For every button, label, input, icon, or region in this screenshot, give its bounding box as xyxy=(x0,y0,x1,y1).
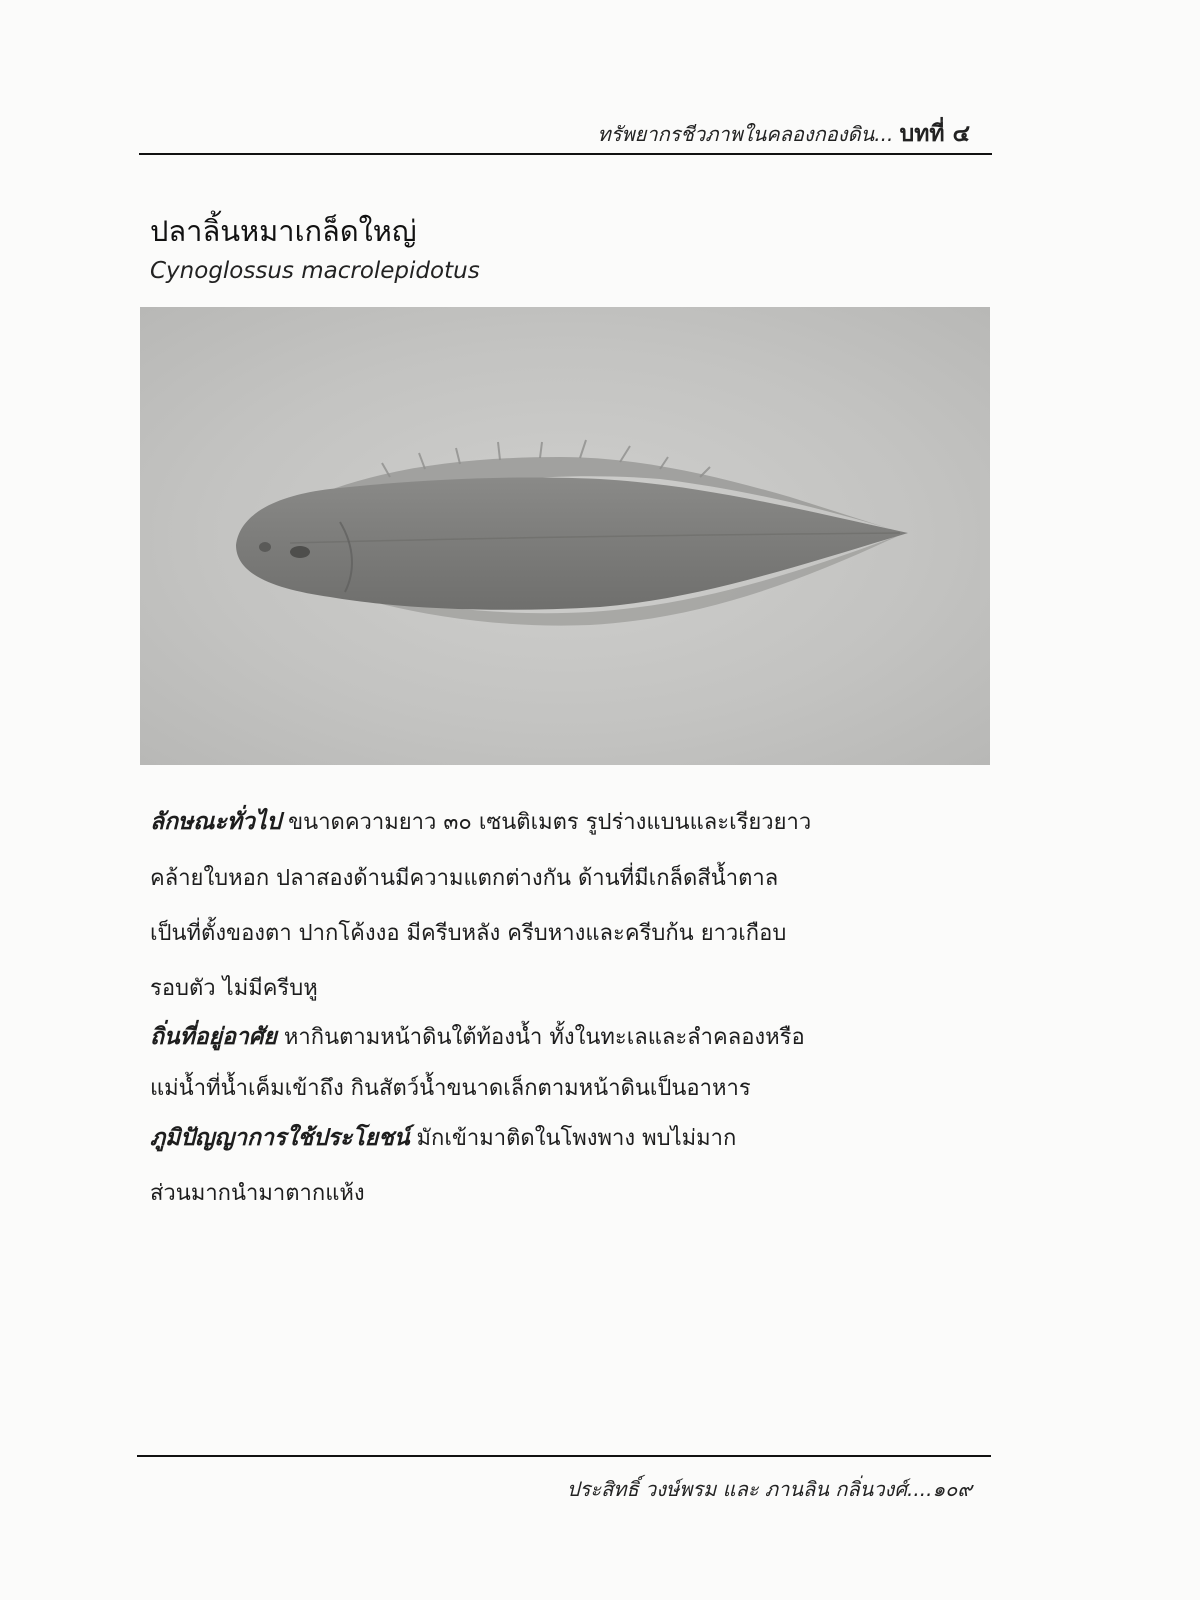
local-wisdom-line-2: ส่วนมากนำมาตากแห้ง xyxy=(150,1181,365,1206)
general-characteristics-line-4: รอบตัว ไม่มีครีบหู xyxy=(150,976,318,1001)
footer-authors-page-number: ประสิทธิ์ วงษ์พรม และ ภานลิน กลิ่นวงศ์....๑๐๙ xyxy=(566,1477,972,1501)
general-characteristics-line-3: เป็นที่ตั้งของตา ปากโค้งงอ มีครีบหลัง ครีบหางและครีบก้น ยาวเกือบ xyxy=(150,921,787,946)
general-characteristics-line-1 xyxy=(150,804,980,840)
header-rule xyxy=(139,153,992,155)
species-thai-name: ปลาลิ้นหมาเกล็ดใหญ่ xyxy=(150,214,417,248)
general-characteristics-text-1: ขนาดความยาว ๓๐ เซนติเมตร รูปร่างแบนและเรียวยาว xyxy=(281,810,812,835)
local-wisdom-text-1: มักเข้ามาติดในโพงพาง พบไม่มาก xyxy=(409,1126,737,1151)
running-header xyxy=(598,116,970,152)
general-characteristics-label: ลักษณะทั่วไป xyxy=(150,809,282,835)
habitat-line-1 xyxy=(150,1019,980,1055)
tongue-sole-image xyxy=(140,307,990,765)
habitat-line-2: แม่น้ำที่น้ำเค็มเข้าถึง กินสัตว์น้ำขนาดเล็กตามหน้าดินเป็นอาหาร xyxy=(150,1076,751,1101)
fish-photo xyxy=(140,307,990,765)
chapter-number: บทที่ ๔ xyxy=(899,121,970,147)
general-characteristics-line-2: คล้ายใบหอก ปลาสองด้านมีความแตกต่างกัน ด้านที่มีเกล็ดสีน้ำตาล xyxy=(150,866,779,891)
local-wisdom-label: ภูมิปัญญาการใช้ประโยชน์ xyxy=(150,1125,410,1151)
footer-rule xyxy=(137,1455,991,1457)
running-title: ทรัพยากรชีวภาพในคลองกองดิน... xyxy=(597,122,894,146)
habitat-label: ถิ่นที่อยู่อาศัย xyxy=(150,1024,277,1050)
local-wisdom-line-1 xyxy=(150,1120,980,1156)
habitat-text-1: หากินตามหน้าดินใต้ท้องน้ำ ทั้งในทะเลและลำคลองหรือ xyxy=(276,1025,805,1050)
species-scientific-name: Cynoglossus macrolepidotus xyxy=(150,258,480,284)
